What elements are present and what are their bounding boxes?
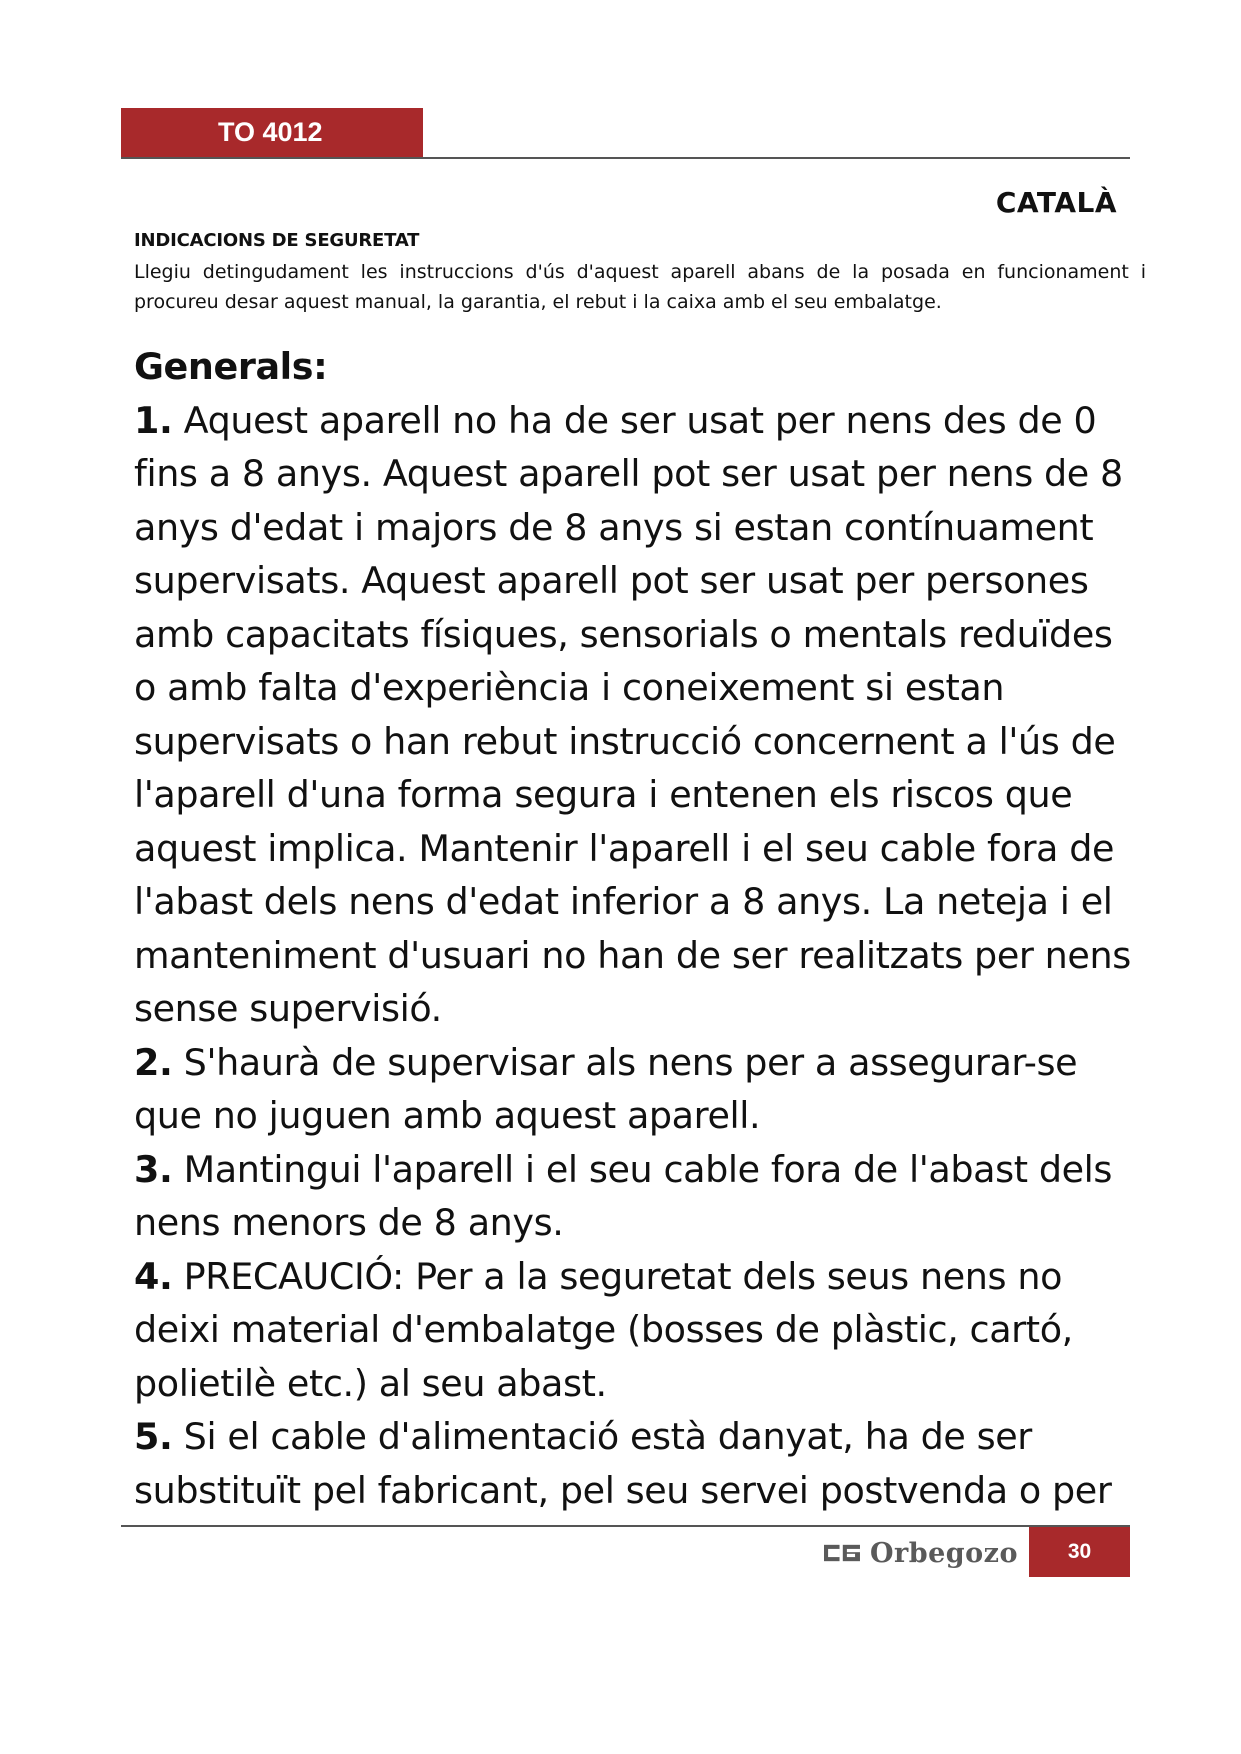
intro-paragraph: Llegiu detingudament les instruccions d'ús d'aquest aparell abans de la posada en funcionament i procureu desar aquest manual, la garantia, el rebut i la caixa amb el seu embalatge. xyxy=(134,261,1146,313)
item-number: 1. xyxy=(134,398,173,442)
list-item xyxy=(134,1250,1134,1411)
item-text: PRECAUCIÓ: Per a la seguretat dels seus nens no deixi material d'embalatge (bosses de plàstic, cartó, polietilè etc.) al seu abast. xyxy=(134,1254,1073,1405)
item-text: Mantingui l'aparell i el seu cable fora de l'abast dels nens menors de 8 anys. xyxy=(134,1147,1113,1244)
list-item xyxy=(134,1143,1134,1250)
list-item xyxy=(134,1410,1134,1517)
item-number: 3. xyxy=(134,1147,173,1191)
list-item xyxy=(134,394,1134,1036)
item-number: 5. xyxy=(134,1415,173,1458)
model-number: TO 4012 xyxy=(218,117,323,147)
instructions-body xyxy=(134,340,1134,1517)
item-text: S'haurà de supervisar als nens per a assegurar-se que no juguen amb aquest aparell. xyxy=(134,1040,1078,1137)
cg-logo-icon xyxy=(824,1541,860,1565)
list-item xyxy=(134,1036,1134,1143)
header-divider xyxy=(121,157,1130,159)
item-number: 4. xyxy=(134,1254,173,1298)
model-label xyxy=(121,108,423,157)
section-heading: Generals: xyxy=(134,345,328,388)
item-text: Si el cable d'alimentació està danyat, ha de ser substituït pel fabricant, pel seu servei postvenda o per xyxy=(134,1415,1112,1512)
item-number: 2. xyxy=(134,1040,173,1084)
brand-name: Orbegozo xyxy=(869,1537,1018,1569)
section-title: INDICACIONS DE SEGURETAT xyxy=(134,230,420,251)
item-text: Aquest aparell no ha de ser usat per nens des de 0 fins a 8 anys. Aquest aparell pot ser usat per nens de 8 anys d'edat i majors de 8 anys si estan contínuament supervisats. Aquest aparell pot ser usat per persones amb capacitats físiques, sensorials o mentals reduïdes o amb falta d'experiència i coneixement si estan supervisats o han rebut instrucció concernent a l'ús de l'aparell d'una forma segura i entenen els riscos que aquest implica. Mantenir l'aparell i el seu cable fora de l'abast dels nens d'edat inferior a 8 anys. La neteja i el manteniment d'usuari no han de ser realitzats per nens sense supervisió. xyxy=(134,398,1131,1030)
language-label: CATALÀ xyxy=(995,186,1117,219)
brand-logo xyxy=(824,1537,1018,1569)
page-number: 30 xyxy=(1029,1527,1130,1577)
footer-divider xyxy=(121,1525,1130,1527)
